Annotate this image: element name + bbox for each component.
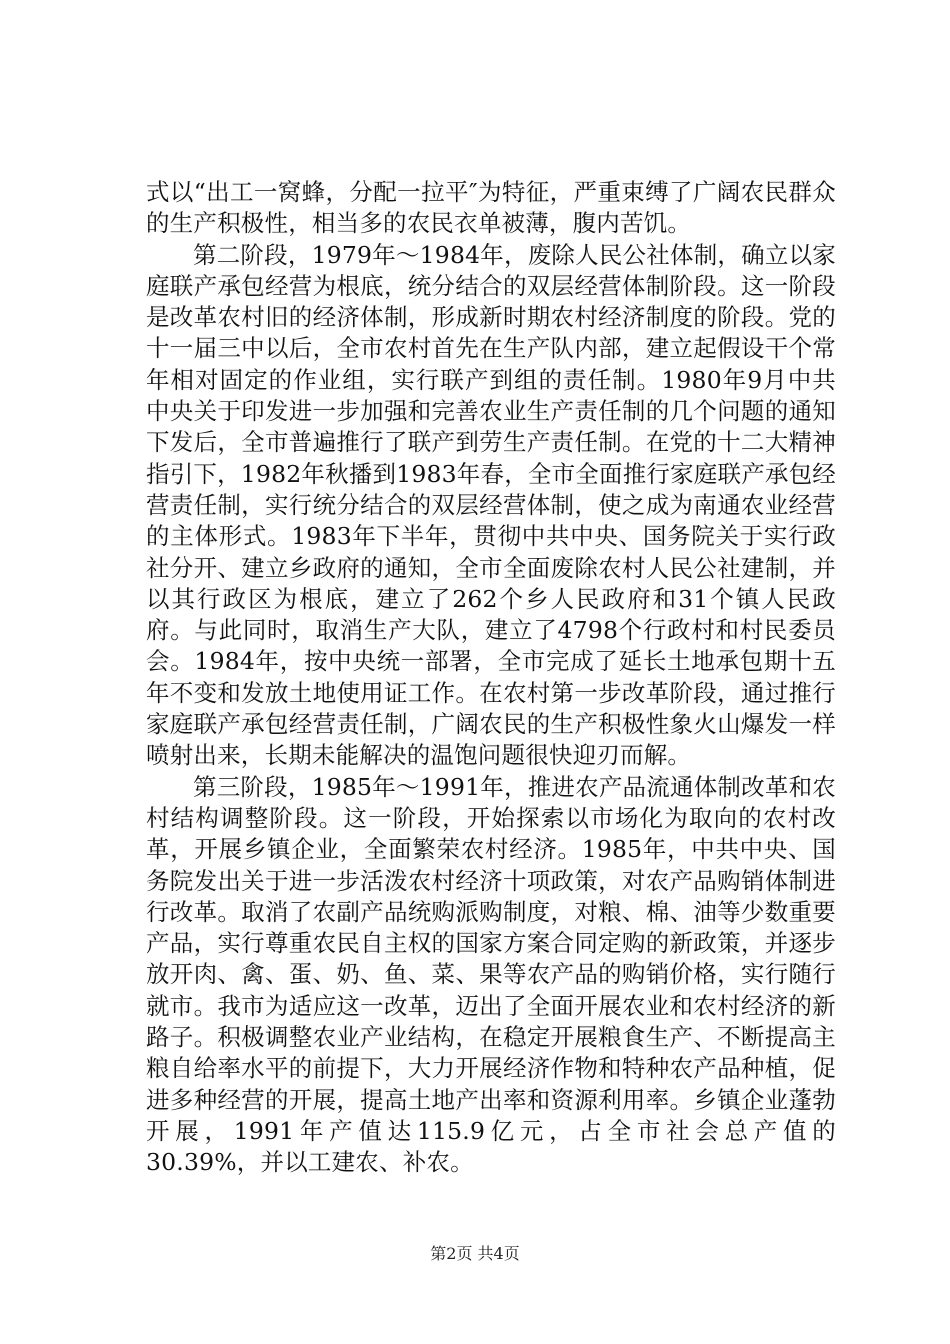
body-text — [146, 177, 836, 1179]
paragraph-stage-three: 第三阶段，1985年～1991年，推进农产品流通体制改革和农村结构调整阶段。这一阶段，开始探索以市场化为取向的农村改革，开展乡镇企业，全面繁荣农村经济。1985年，中共中央、国务院发出关于进一步活泼农村经济十项政策，对农产品购销体制进行改革。取消了农副产品统购派购制度，对粮、棉、油等少数重要产品，实行尊重农民自主权的国家方案合同定购的新政策，并逐步放开肉、禽、蛋、奶、鱼、菜、果等农产品的购销价格，实行随行就市。我市为适应这一改革，迈出了全面开展农业和农村经济的新路子。积极调整农业产业结构，在稳定开展粮食生产、不断提高主粮自给率水平的前提下，大力开展经济作物和特种农产品种植，促进多种经营的开展，提高土地产出率和资源利用率。乡镇企业蓬勃开展，1991年产值达115.9亿元，占全市社会总产值的30.39%，并以工建农、补农。 — [146, 772, 836, 1177]
paragraph-stage-two: 第二阶段，1979年～1984年，废除人民公社体制，确立以家庭联产承包经营为根底，统分结合的双层经营体制阶段。这一阶段是改革农村旧的经济体制，形成新时期农村经济制度的阶段。党的十一届三中以后，全市农村首先在生产队内部，建立起假设干个常年相对固定的作业组，实行联产到组的责任制。1980年9月中共中央关于印发进一步加强和完善农业生产责任制的几个问题的通知下发后，全市普遍推行了联产到劳生产责任制。在党的十二大精神指引下，1982年秋播到1983年春，全市全面推行家庭联产承包经营责任制，实行统分结合的双层经营体制，使之成为南通农业经营的主体形式。1983年下半年，贯彻中共中央、国务院关于实行政社分开、建立乡政府的通知，全市全面废除农村人民公社建制，并以其行政区为根底，建立了262个乡人民政府和31个镇人民政府。与此同时，取消生产大队，建立了4798个行政村和村民委员会。1984年，按中央统一部署，全市完成了延长土地承包期十五年不变和发放土地使用证工作。在农村第一步改革阶段，通过推行家庭联产承包经营责任制，广阔农民的生产积极性象火山爆发一样喷射出来，长期未能解决的温饱问题很快迎刃而解。 — [146, 240, 837, 770]
paragraph-continuation: 式以“出工一窝蜂，分配一拉平″为特征，严重束缚了广阔农民群众的生产积极性，相当多的农民衣单被薄，腹内苦饥。 — [146, 178, 836, 238]
page-footer: 第2页 共4页 — [430, 1244, 520, 1263]
